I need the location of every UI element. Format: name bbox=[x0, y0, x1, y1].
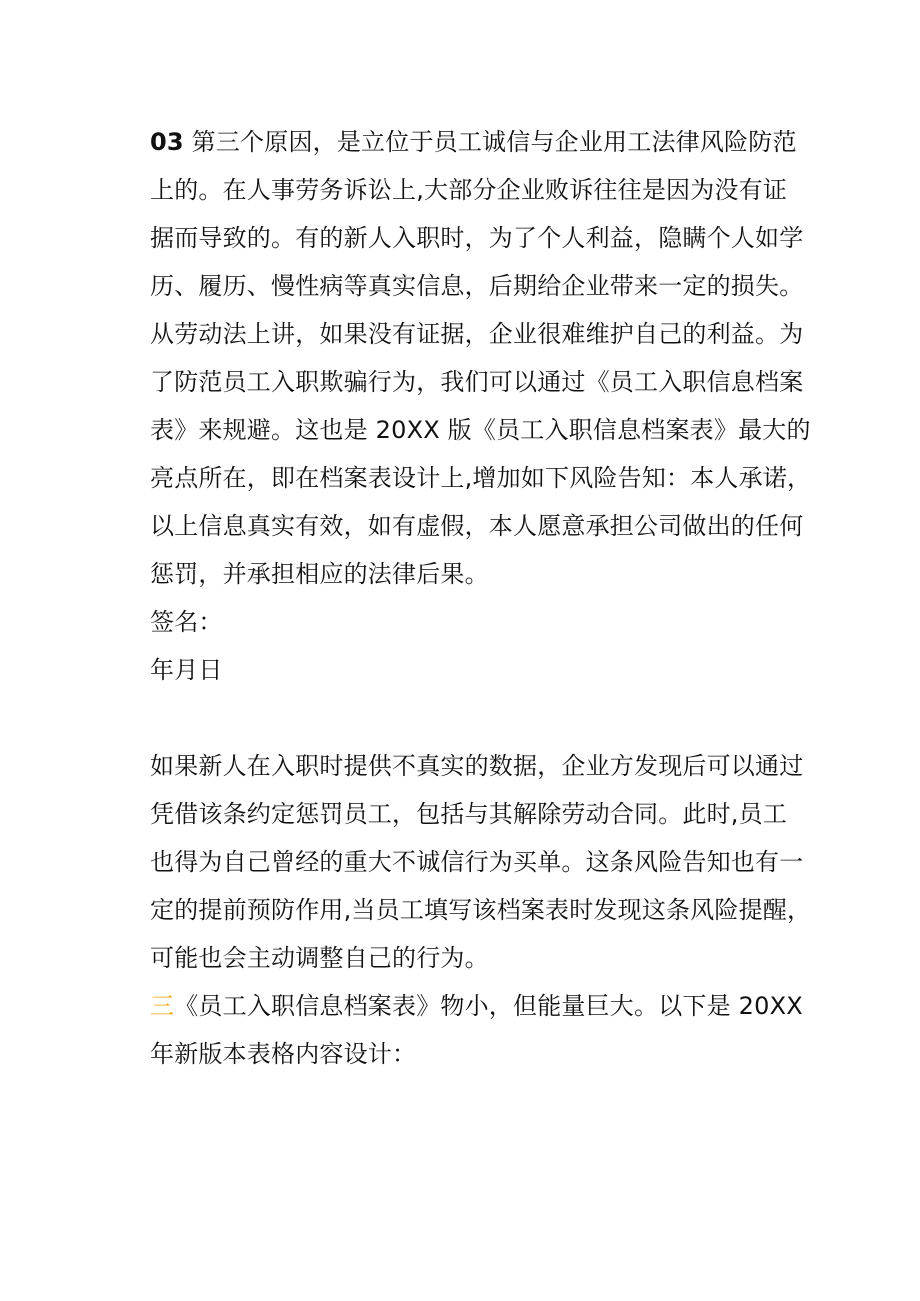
paragraph-gap bbox=[150, 694, 820, 742]
section3-marker: 三 bbox=[150, 992, 175, 1020]
section2-line: 如果新人在入职时提供不真实的数据，企业方发现后可以通过 bbox=[150, 752, 804, 780]
section1-line: 据而导致的。有的新人入职时，为了个人利益，隐瞒个人如学 bbox=[150, 224, 804, 252]
date-label: 年月日 bbox=[150, 656, 223, 684]
section2-line: 可能也会主动调整自己的行为。 bbox=[150, 944, 489, 972]
section3-second-line: 年新版本表格内容设计： bbox=[150, 1040, 417, 1068]
section1-first-line-text: 第三个原因，是立位于员工诚信与企业用工法律风险防范 bbox=[183, 128, 797, 156]
section1-line: 上的。在人事劳务诉讼上,大部分企业败诉往往是因为没有证 bbox=[150, 176, 788, 204]
signature-label: 签名： bbox=[150, 608, 223, 636]
section1-first-line bbox=[150, 118, 820, 166]
section1-line: 以上信息真实有效，如有虚假，本人愿意承担公司做出的任何 bbox=[150, 512, 804, 540]
section3-first-line bbox=[150, 982, 820, 1030]
document-body bbox=[150, 118, 820, 1078]
section1-line: 亮点所在，即在档案表设计上,增加如下风险告知：本人承诺， bbox=[150, 464, 812, 492]
section1-line: 表》来规避。这也是 20XX 版《员工入职信息档案表》最大的 bbox=[150, 416, 811, 444]
section2-line: 也得为自己曾经的重大不诚信行为买单。这条风险告知也有一 bbox=[150, 848, 804, 876]
section3-first-line-text: 《员工入职信息档案表》物小，但能量巨大。以下是 20XX bbox=[174, 992, 803, 1020]
section2-line: 凭借该条约定惩罚员工，包括与其解除劳动合同。此时,员工 bbox=[150, 800, 788, 828]
section1-line: 了防范员工入职欺骗行为，我们可以通过《员工入职信息档案 bbox=[150, 368, 804, 396]
section1-line: 历、履历、慢性病等真实信息，后期给企业带来一定的损失。 bbox=[150, 272, 804, 300]
section1-line: 惩罚，并承担相应的法律后果。 bbox=[150, 560, 489, 588]
section2-line: 定的提前预防作用,当员工填写该档案表时发现这条风险提醒， bbox=[150, 896, 812, 924]
section-number: 03 bbox=[150, 128, 184, 156]
section1-line: 从劳动法上讲，如果没有证据，企业很难维护自己的利益。为 bbox=[150, 320, 804, 348]
